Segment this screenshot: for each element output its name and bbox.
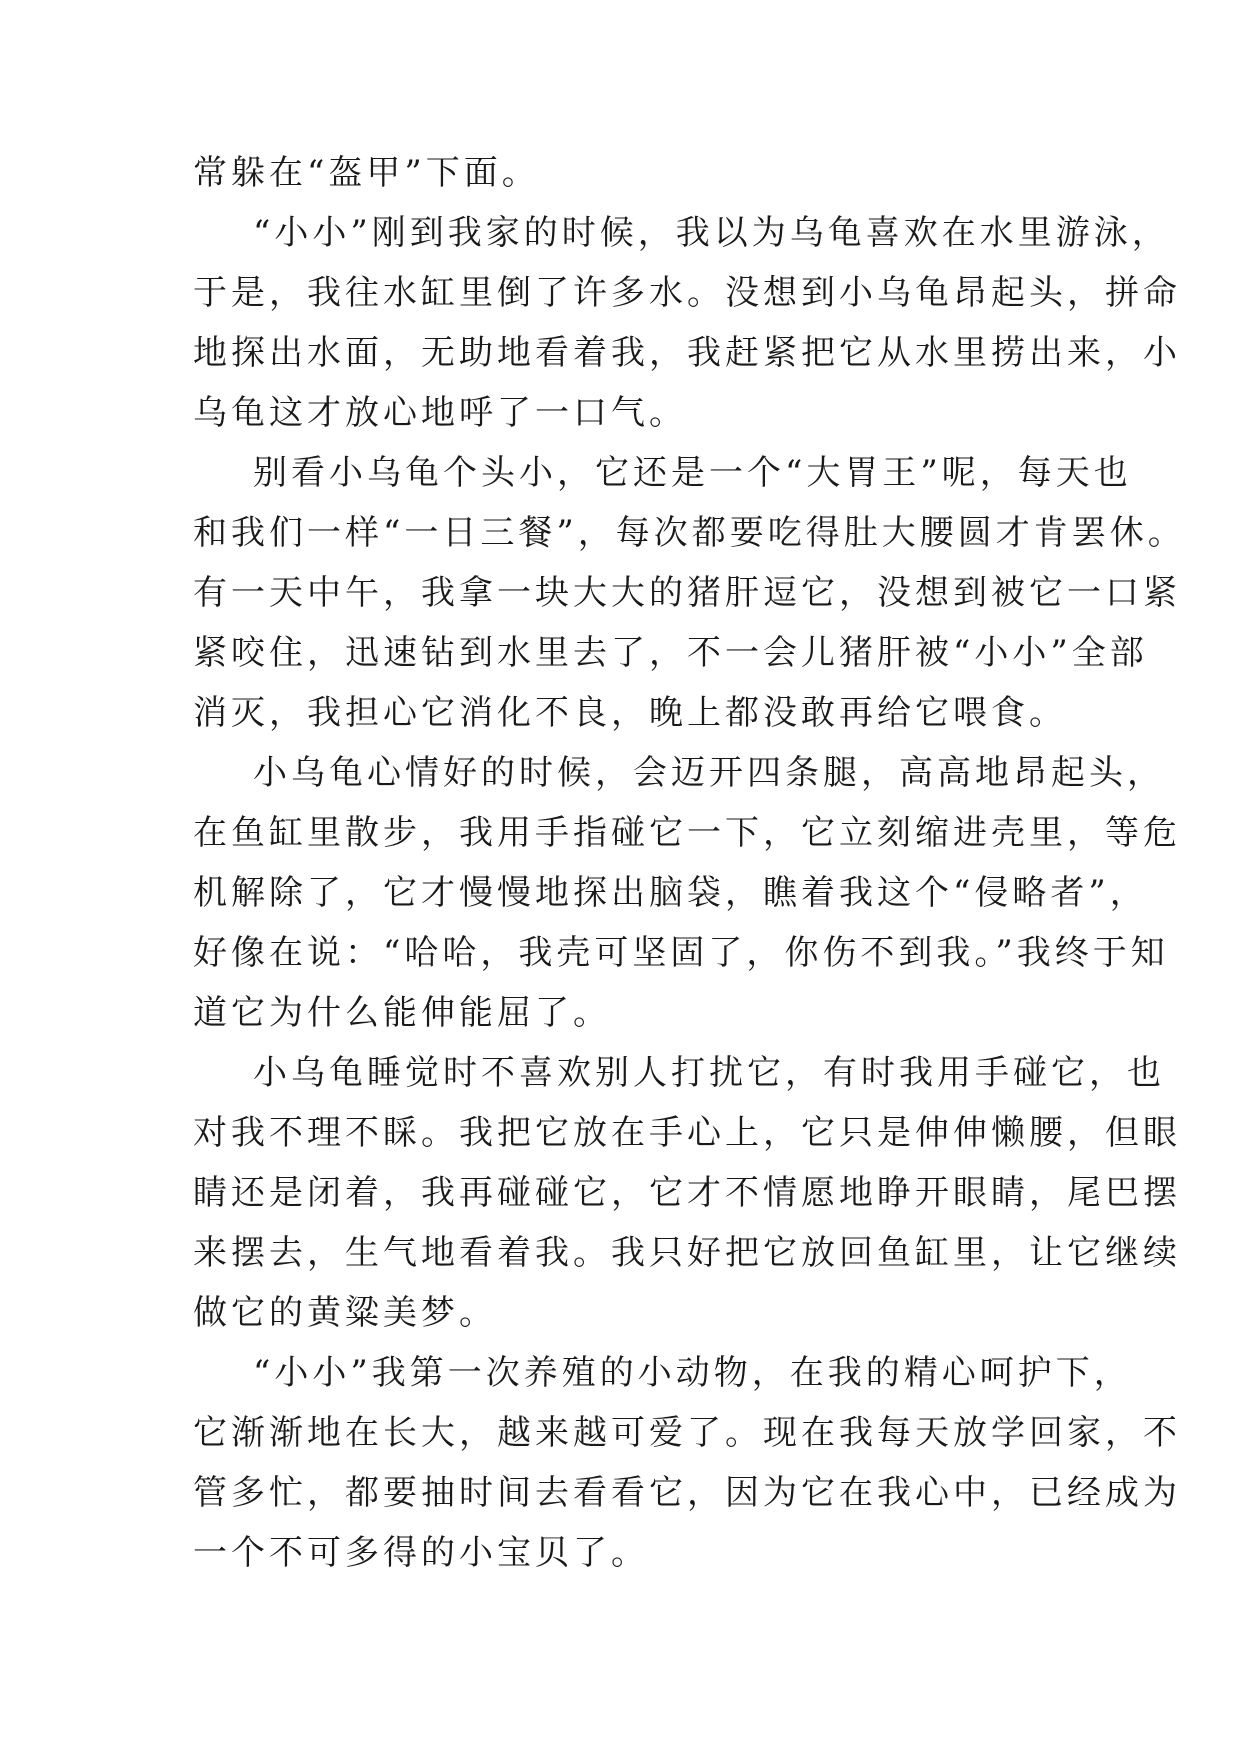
text-line: 管多忙，都要抽时间去看看它，因为它在我心中，已经成为: [193, 1473, 1181, 1513]
text-line: 地探出水面，无助地看着我，我赶紧把它从水里捞出来，小: [193, 333, 1181, 373]
text-line: 它渐渐地在长大，越来越可爱了。现在我每天放学回家，不: [193, 1413, 1181, 1453]
text-line: “小小”刚到我家的时候，我以为乌龟喜欢在水里游泳，: [253, 213, 1170, 253]
text-line: 对我不理不睬。我把它放在手心上，它只是伸伸懒腰，但眼: [193, 1113, 1181, 1153]
text-line: 紧咬住，迅速钻到水里去了，不一会儿猪肝被“小小”全部: [193, 633, 1148, 673]
text-line: 和我们一样“一日三餐”，每次都要吃得肚大腰圆才肯罢休。: [193, 513, 1186, 553]
text-line: 睛还是闭着，我再碰碰它，它才不情愿地睁开眼睛，尾巴摆: [193, 1173, 1181, 1213]
text-line: 一个不可多得的小宝贝了。: [193, 1533, 649, 1573]
text-line: 别看小乌龟个头小，它还是一个“大胃王”呢，每天也: [253, 453, 1132, 493]
text-line: 小乌龟心情好的时候，会迈开四条腿，高高地昂起头，: [253, 753, 1165, 793]
text-line: 消灭，我担心它消化不良，晚上都没敢再给它喂食。: [193, 693, 1067, 733]
essay-body: [193, 153, 1186, 1593]
text-line: 机解除了，它才慢慢地探出脑袋，瞧着我这个“侵略者”，: [193, 873, 1148, 913]
text-line: 做它的黄粱美梦。: [193, 1293, 497, 1333]
text-line: 乌龟这才放心地呼了一口气。: [193, 393, 687, 433]
text-line: 道它为什么能伸能屈了。: [193, 993, 611, 1033]
text-line: 好像在说：“哈哈，我壳可坚固了，你伤不到我。”我终于知: [193, 933, 1169, 973]
text-line: 在鱼缸里散步，我用手指碰它一下，它立刻缩进壳里，等危: [193, 813, 1181, 853]
text-line: 来摆去，生气地看着我。我只好把它放回鱼缸里，让它继续: [193, 1233, 1181, 1273]
text-line: “小小”我第一次养殖的小动物，在我的精心呵护下，: [253, 1353, 1132, 1393]
text-line: 有一天中午，我拿一块大大的猪肝逗它，没想到被它一口紧: [193, 573, 1181, 613]
text-line: 小乌龟睡觉时不喜欢别人打扰它，有时我用手碰它，也: [253, 1053, 1165, 1093]
text-line: 常躲在“盔甲”下面。: [193, 153, 540, 193]
text-line: 于是，我往水缸里倒了许多水。没想到小乌龟昂起头，拼命: [193, 273, 1181, 313]
